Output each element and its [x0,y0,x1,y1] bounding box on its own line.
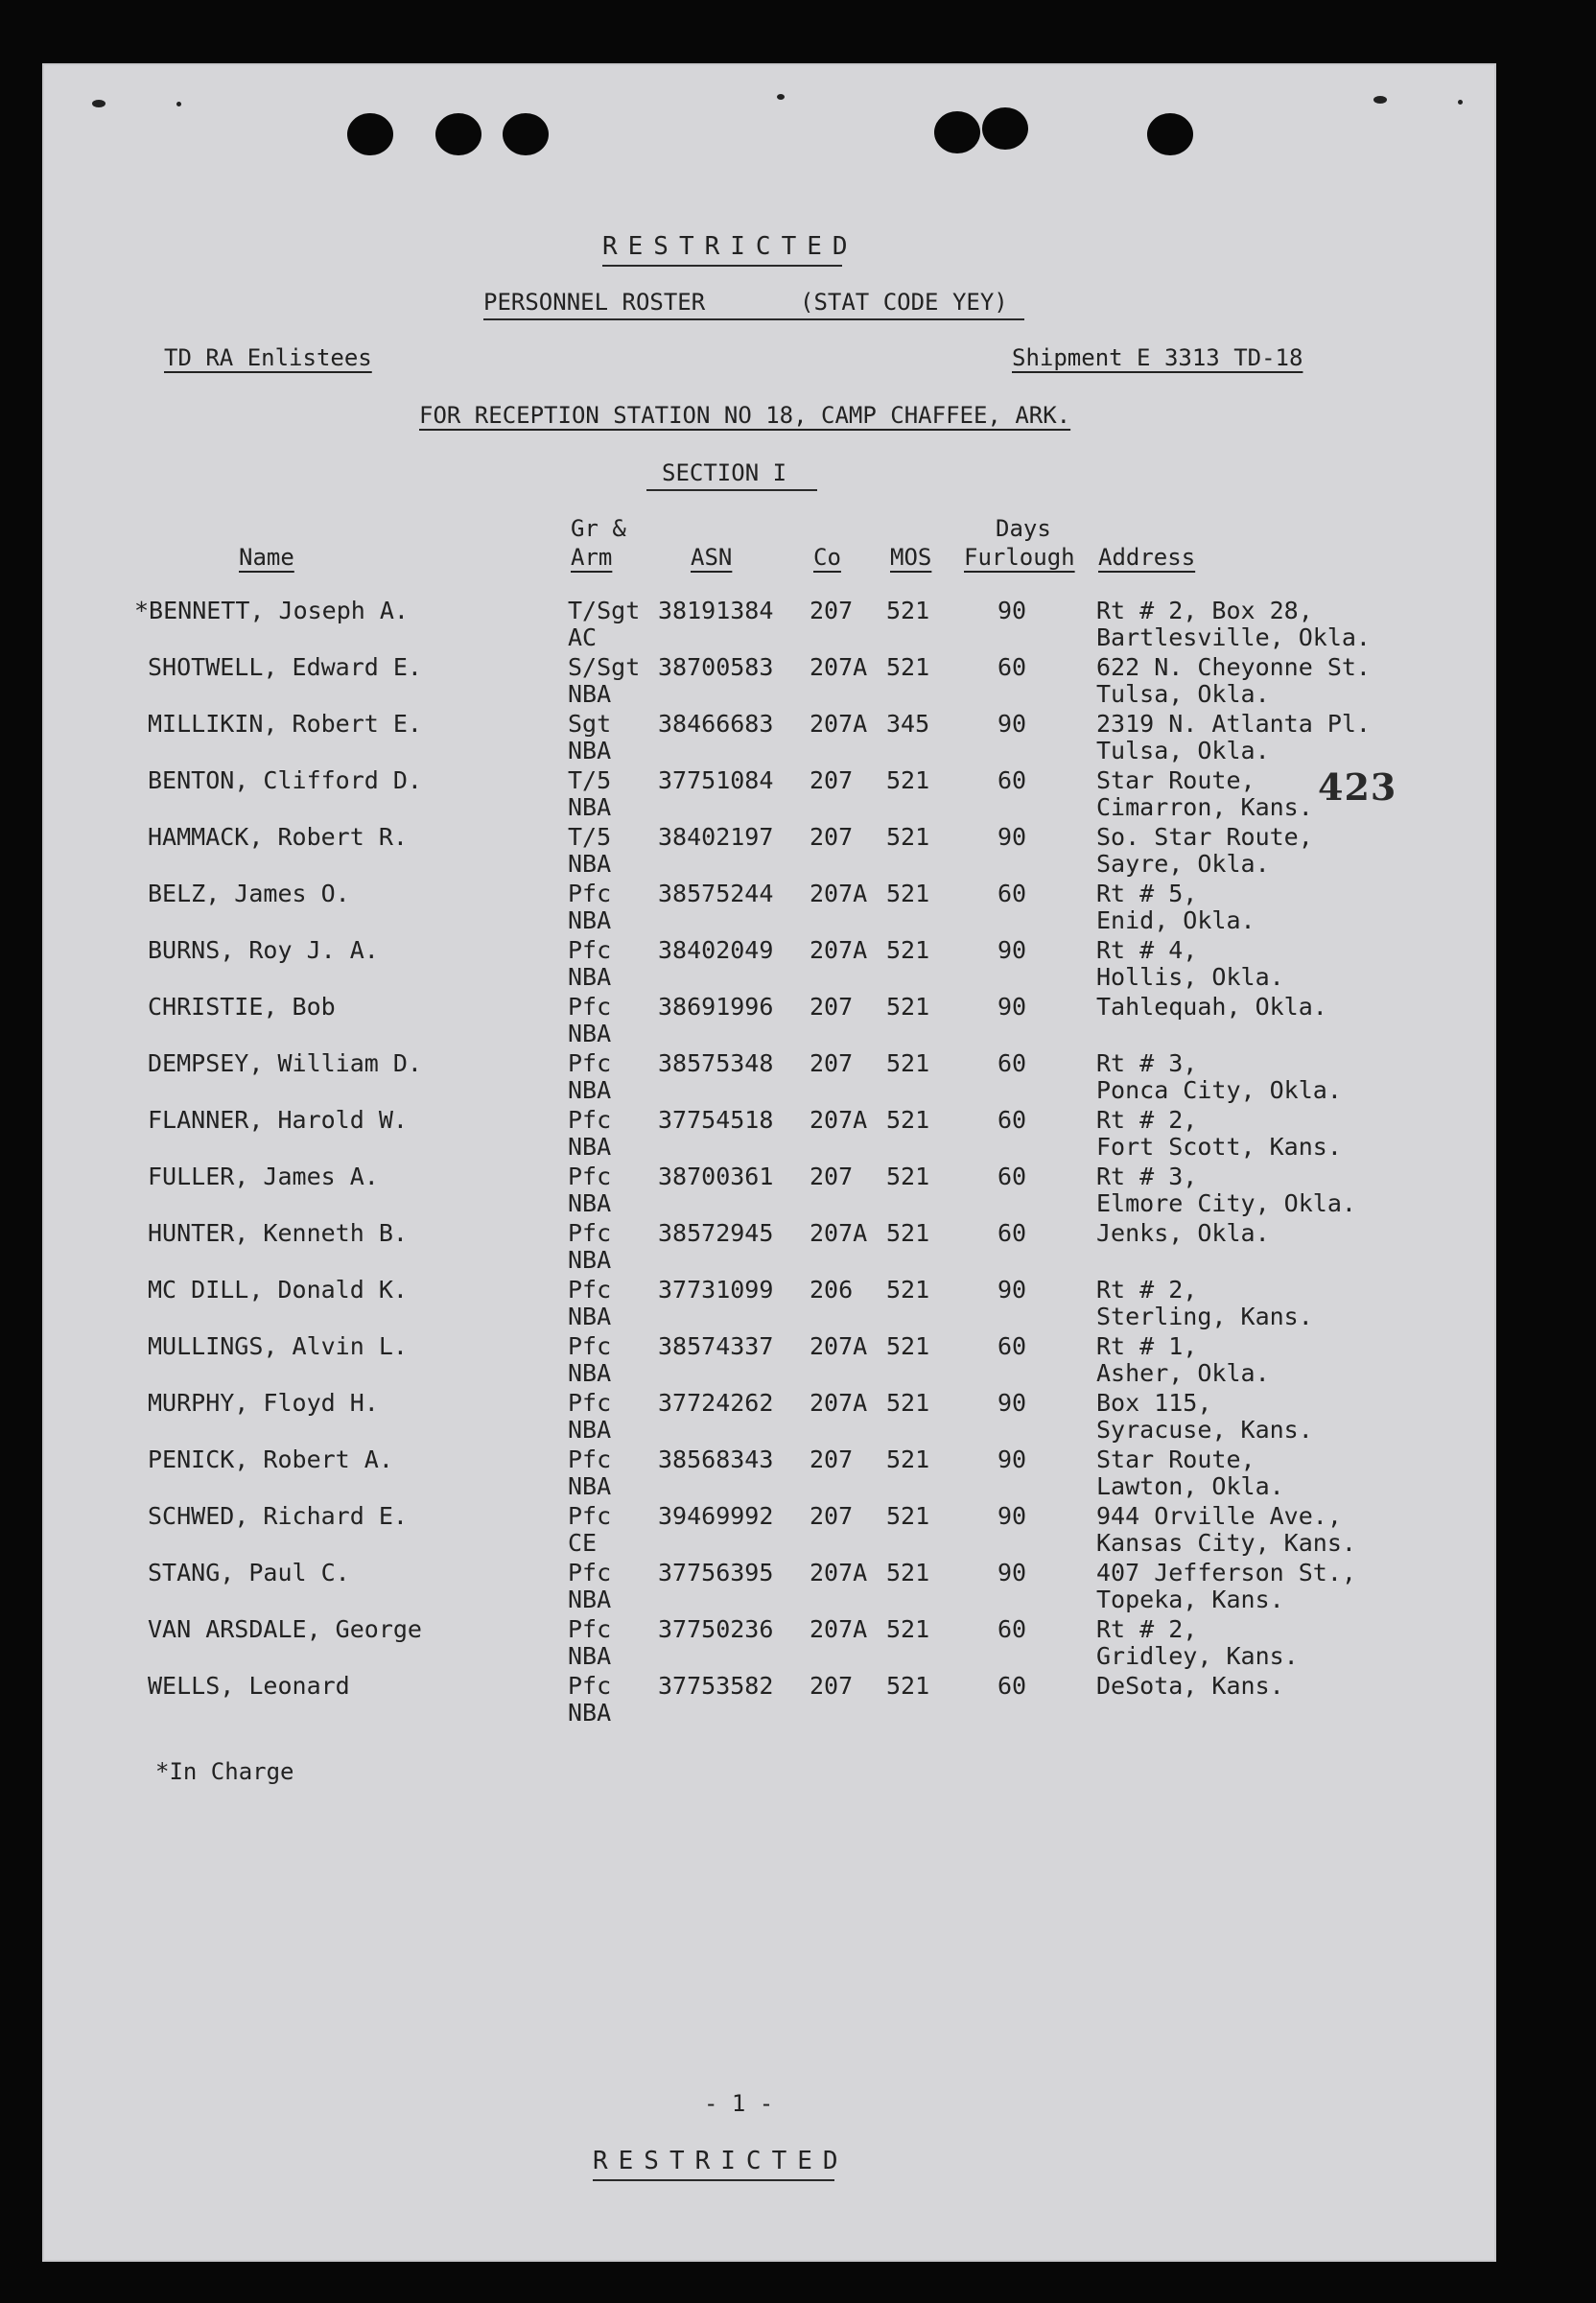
cell-days: 60 [998,1049,1027,1077]
cell-arm: NBA [568,906,612,934]
cell-name: *BENNETT, Joseph A. [134,597,409,624]
cell-mos: 521 [886,1332,930,1360]
classification-bottom: RESTRICTED [593,2147,849,2175]
table-row [42,936,1496,993]
cell-name: FLANNER, Harold W. [148,1106,408,1134]
cell-asn: 38568343 [658,1445,774,1473]
cell-co: 207A [810,1615,868,1643]
table-row [42,1106,1496,1163]
cell-asn: 37724262 [658,1389,774,1417]
cell-asn: 37753582 [658,1672,774,1700]
cell-mos: 521 [886,1049,930,1077]
cell-asn: 38572945 [658,1219,774,1247]
cell-mos: 521 [886,597,930,624]
cell-arm: NBA [568,1472,612,1500]
cell-asn: 37756395 [658,1559,774,1586]
cell-co: 207A [810,1559,868,1586]
classification-top-underline [602,265,842,267]
table-row [42,597,1496,653]
cell-grade: S/Sgt [568,653,641,681]
cell-address-line2: Topeka, Kans. [1096,1586,1284,1613]
section-underline [646,489,817,491]
shipment-label: Shipment E 3313 TD-18 [1012,344,1303,371]
cell-mos: 521 [886,880,930,907]
cell-co: 207A [810,1389,868,1417]
cell-arm: NBA [568,737,612,764]
cell-address-line1: Rt # 2, [1096,1615,1198,1643]
cell-address-line1: Rt # 3, [1096,1049,1198,1077]
cell-grade: Pfc [568,1332,612,1360]
cell-co: 207 [810,1445,854,1473]
cell-address-line1: 407 Jefferson St., [1096,1559,1356,1586]
cell-asn: 38700361 [658,1163,774,1190]
cell-name: STANG, Paul C. [148,1559,350,1586]
cell-address-line1: Star Route, [1096,1445,1256,1473]
cell-grade: Pfc [568,1106,612,1134]
cell-address-line2: Lawton, Okla. [1096,1472,1284,1500]
cell-co: 207 [810,1672,854,1700]
col-header-address: Address [1098,544,1196,571]
cell-arm: NBA [568,1303,612,1330]
table-row [42,1276,1496,1332]
table-row [42,1672,1496,1728]
cell-mos: 521 [886,1672,930,1700]
cell-mos: 521 [886,1276,930,1304]
cell-co: 207 [810,993,854,1021]
table-row [42,993,1496,1049]
cell-asn: 37750236 [658,1615,774,1643]
cell-co: 207 [810,823,854,851]
cell-co: 207A [810,1332,868,1360]
cell-mos: 521 [886,1502,930,1530]
cell-grade: Pfc [568,936,612,964]
cell-asn: 38700583 [658,653,774,681]
cell-co: 207A [810,710,868,738]
table-row [42,823,1496,880]
destination-line: FOR RECEPTION STATION NO 18, CAMP CHAFFEE, ARK. [419,402,1071,429]
cell-name: WELLS, Leonard [148,1672,350,1700]
table-row [42,880,1496,936]
cell-grade: Pfc [568,1276,612,1304]
cell-days: 60 [998,880,1027,907]
cell-grade: Pfc [568,1163,612,1190]
cell-grade: Pfc [568,1219,612,1247]
cell-address-line1: Rt # 5, [1096,880,1198,907]
cell-address-line2: Asher, Okla. [1096,1359,1270,1387]
table-row [42,1163,1496,1219]
cell-asn: 38402049 [658,936,774,964]
cell-address-line1: Rt # 2, Box 28, [1096,597,1313,624]
col-header-name: Name [239,544,294,571]
col-header-days-line1: Days [996,515,1051,542]
table-row [42,766,1496,823]
cell-mos: 345 [886,710,930,738]
cell-name: VAN ARSDALE, George [148,1615,422,1643]
cell-address-line1: 2319 N. Atlanta Pl. [1096,710,1371,738]
cell-asn: 38466683 [658,710,774,738]
cell-address-line1: Box 115, [1096,1389,1212,1417]
cell-name: BELZ, James O. [148,880,350,907]
cell-address-line2: Sayre, Okla. [1096,850,1270,878]
cell-grade: Pfc [568,1559,612,1586]
cell-co: 207 [810,766,854,794]
cell-days: 90 [998,597,1027,624]
cell-address-line2: Syracuse, Kans. [1096,1416,1313,1444]
table-row [42,1502,1496,1559]
punch-hole [1147,113,1193,155]
footnote: *In Charge [155,1758,294,1785]
table-row [42,1559,1496,1615]
cell-address-line2: Sterling, Kans. [1096,1303,1313,1330]
cell-co: 207A [810,880,868,907]
cell-co: 207 [810,1502,854,1530]
table-row [42,1332,1496,1389]
handwritten-annotation: 423 [1318,765,1397,809]
cell-mos: 521 [886,993,930,1021]
cell-arm: NBA [568,850,612,878]
cell-mos: 521 [886,653,930,681]
cell-name: MILLIKIN, Robert E. [148,710,422,738]
cell-arm: NBA [568,1020,612,1047]
page-number: - 1 - [704,2090,774,2117]
cell-days: 60 [998,766,1027,794]
col-header-mos: MOS [890,544,932,571]
cell-co: 207 [810,1049,854,1077]
cell-arm: NBA [568,1076,612,1104]
cell-asn: 38574337 [658,1332,774,1360]
cell-days: 90 [998,993,1027,1021]
cell-address-line1: Rt # 3, [1096,1163,1198,1190]
table-row [42,1615,1496,1672]
cell-co: 207 [810,1163,854,1190]
col-header-co: Co [813,544,841,571]
cell-mos: 521 [886,1445,930,1473]
punch-hole [503,113,549,155]
cell-asn: 37751084 [658,766,774,794]
cell-mos: 521 [886,1163,930,1190]
staple-mark [1373,96,1387,104]
cell-days: 90 [998,1559,1027,1586]
cell-arm: NBA [568,1246,612,1274]
cell-grade: Sgt [568,710,612,738]
cell-arm: NBA [568,1586,612,1613]
cell-address-line2: Tulsa, Okla. [1096,737,1270,764]
cell-mos: 521 [886,823,930,851]
cell-address-line1: 622 N. Cheyonne St. [1096,653,1371,681]
punch-hole [347,113,393,155]
cell-address-line1: 944 Orville Ave., [1096,1502,1342,1530]
cell-address-line1: DeSota, Kans. [1096,1672,1284,1700]
cell-asn: 38191384 [658,597,774,624]
cell-asn: 39469992 [658,1502,774,1530]
col-header-gr-arm-line1: Gr & [571,515,626,542]
cell-name: MC DILL, Donald K. [148,1276,408,1304]
cell-arm: NBA [568,963,612,991]
cell-address-line2: Bartlesville, Okla. [1096,623,1371,651]
col-header-gr-arm-line2: Arm [571,544,613,571]
cell-mos: 521 [886,766,930,794]
cell-co: 207A [810,1219,868,1247]
roster-title: PERSONNEL ROSTER [483,289,706,316]
cell-address-line2: Hollis, Okla. [1096,963,1284,991]
cell-mos: 521 [886,1559,930,1586]
cell-address-line2: Gridley, Kans. [1096,1642,1299,1670]
cell-address-line2: Kansas City, Kans. [1096,1529,1356,1557]
cell-name: HAMMACK, Robert R. [148,823,408,851]
cell-grade: Pfc [568,1615,612,1643]
cell-days: 90 [998,1502,1027,1530]
cell-arm: NBA [568,793,612,821]
cell-co: 207A [810,936,868,964]
cell-days: 60 [998,1672,1027,1700]
cell-name: BENTON, Clifford D. [148,766,422,794]
cell-address-line1: Jenks, Okla. [1096,1219,1270,1247]
cell-days: 90 [998,823,1027,851]
cell-address-line2: Cimarron, Kans. [1096,793,1313,821]
cell-address-line2: Elmore City, Okla. [1096,1189,1356,1217]
cell-name: CHRISTIE, Bob [148,993,336,1021]
cell-grade: Pfc [568,1672,612,1700]
cell-asn: 38575244 [658,880,774,907]
cell-arm: NBA [568,1189,612,1217]
cell-mos: 521 [886,1106,930,1134]
cell-name: FULLER, James A. [148,1163,379,1190]
punch-hole [435,113,481,155]
cell-address-line2: Fort Scott, Kans. [1096,1133,1342,1161]
cell-mos: 521 [886,1615,930,1643]
cell-co: 207A [810,653,868,681]
table-row [42,1049,1496,1106]
document-page [42,63,1496,2262]
cell-name: HUNTER, Kenneth B. [148,1219,408,1247]
cell-days: 60 [998,1106,1027,1134]
cell-days: 60 [998,1332,1027,1360]
col-header-asn: ASN [691,544,733,571]
cell-days: 60 [998,1219,1027,1247]
table-row [42,1219,1496,1276]
cell-address-line2: Ponca City, Okla. [1096,1076,1342,1104]
cell-co: 206 [810,1276,854,1304]
cell-name: PENICK, Robert A. [148,1445,393,1473]
cell-grade: T/5 [568,823,612,851]
cell-address-line2: Enid, Okla. [1096,906,1256,934]
classification-top: RESTRICTED [602,232,858,261]
cell-mos: 521 [886,1219,930,1247]
col-header-days-line2: Furlough [964,544,1075,571]
cell-grade: Pfc [568,1502,612,1530]
cell-address-line1: Rt # 2, [1096,1106,1198,1134]
cell-name: SHOTWELL, Edward E. [148,653,422,681]
cell-grade: Pfc [568,1445,612,1473]
cell-arm: NBA [568,1642,612,1670]
cell-arm: NBA [568,1416,612,1444]
cell-days: 90 [998,1445,1027,1473]
cell-days: 60 [998,653,1027,681]
cell-address-line1: Rt # 1, [1096,1332,1198,1360]
cell-grade: Pfc [568,880,612,907]
cell-arm: AC [568,623,598,651]
cell-address-line1: Rt # 2, [1096,1276,1198,1304]
staple-mark [176,102,181,106]
cell-asn: 38691996 [658,993,774,1021]
punch-hole [982,107,1028,150]
group-label: TD RA Enlistees [164,344,372,371]
cell-name: BURNS, Roy J. A. [148,936,379,964]
cell-address-line1: Tahlequah, Okla. [1096,993,1327,1021]
stat-code: (STAT CODE YEY) [800,289,1008,316]
table-row [42,1389,1496,1445]
cell-days: 90 [998,1389,1027,1417]
cell-name: MURPHY, Floyd H. [148,1389,379,1417]
table-row [42,653,1496,710]
table-row [42,1445,1496,1502]
cell-asn: 38575348 [658,1049,774,1077]
cell-grade: Pfc [568,1389,612,1417]
cell-name: MULLINGS, Alvin L. [148,1332,408,1360]
cell-grade: Pfc [568,1049,612,1077]
section-heading: SECTION I [662,459,787,486]
cell-days: 60 [998,1163,1027,1190]
cell-arm: NBA [568,680,612,708]
cell-asn: 37754518 [658,1106,774,1134]
cell-co: 207 [810,597,854,624]
cell-days: 60 [998,1615,1027,1643]
cell-address-line2: Tulsa, Okla. [1096,680,1270,708]
cell-arm: CE [568,1529,598,1557]
cell-name: SCHWED, Richard E. [148,1502,408,1530]
cell-address-line1: So. Star Route, [1096,823,1313,851]
cell-grade: T/5 [568,766,612,794]
cell-days: 90 [998,936,1027,964]
cell-asn: 37731099 [658,1276,774,1304]
cell-address-line1: Rt # 4, [1096,936,1198,964]
cell-arm: NBA [568,1133,612,1161]
cell-mos: 521 [886,1389,930,1417]
cell-asn: 38402197 [658,823,774,851]
staple-mark [92,100,106,107]
cell-mos: 521 [886,936,930,964]
cell-grade: T/Sgt [568,597,641,624]
cell-grade: Pfc [568,993,612,1021]
cell-name: DEMPSEY, William D. [148,1049,422,1077]
classification-bottom-underline [593,2179,834,2181]
cell-co: 207A [810,1106,868,1134]
title-underline [483,318,1024,320]
cell-arm: NBA [568,1699,612,1727]
cell-days: 90 [998,1276,1027,1304]
cell-days: 90 [998,710,1027,738]
table-row [42,710,1496,766]
staple-mark [777,94,785,100]
punch-hole [934,111,980,153]
cell-address-line1: Star Route, [1096,766,1256,794]
staple-mark [1458,100,1463,105]
cell-arm: NBA [568,1359,612,1387]
